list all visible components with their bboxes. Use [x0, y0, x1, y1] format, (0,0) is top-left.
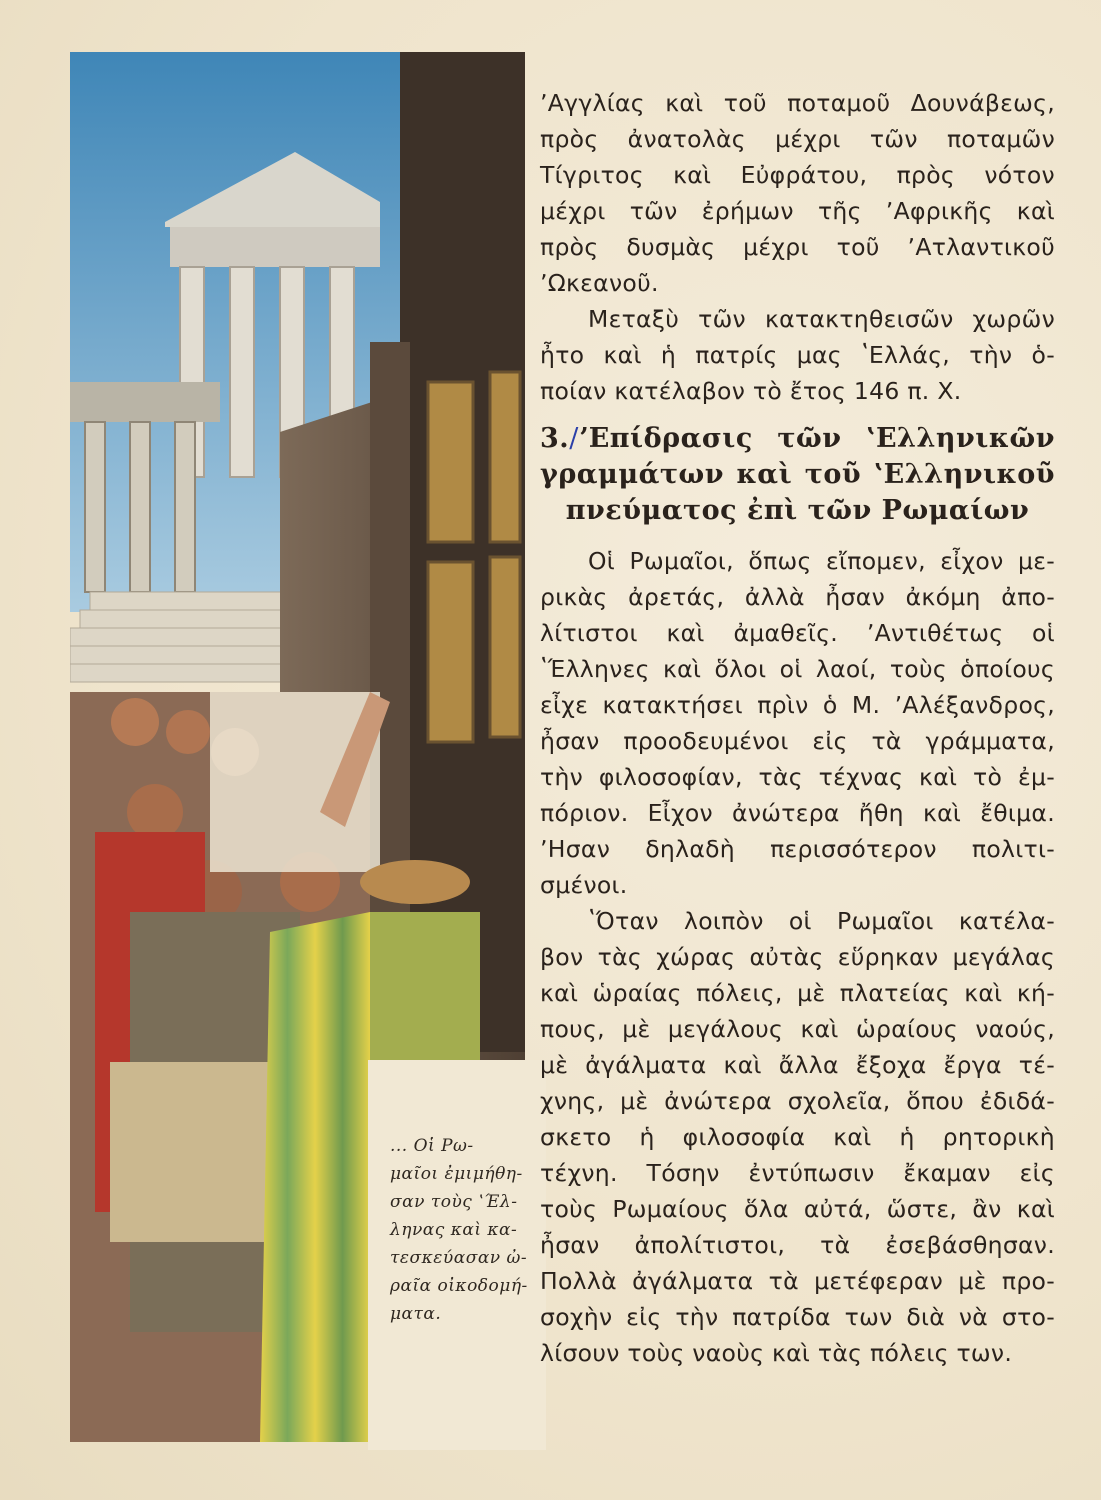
- text-line: Οἱ Ρωμαῖοι, ὅπως εἴπομεν, εἶχον με-: [588, 547, 1055, 575]
- text-line: Τίγριτος καὶ Εὐφράτου, πρὸς νότον: [540, 161, 1055, 189]
- text-line: ἦσαν προοδευμένοι εἰς τὰ γράμματα,: [540, 727, 1055, 755]
- text-line: καὶ ὡραίας πόλεις, μὲ πλατείας καὶ κή-: [540, 979, 1055, 1007]
- greece-paragraph: [540, 301, 1055, 409]
- text-line: πόριον. Εἶχον ἀνώτερα ἤθη καὶ ἔθιμα.: [540, 799, 1055, 827]
- intro-paragraph: [540, 85, 1055, 301]
- pen-annotation-mark: /: [569, 423, 579, 454]
- text-line: σκετο ἡ φιλοσοφία καὶ ἡ ρητορικὴ: [540, 1123, 1055, 1151]
- text-line: ʼΗσαν δηλαδὴ περισσότερον πολιτι-: [540, 835, 1055, 863]
- text-line: πους, μὲ μεγάλους καὶ ὡραίους ναούς,: [540, 1015, 1055, 1043]
- text-line: τοὺς Ρωμαίους ὅλα αὐτά, ὥστε, ἂν καὶ: [540, 1195, 1055, 1223]
- text-line: ἦσαν ἀπολίτιστοι, τὰ ἐσεβάσθησαν.: [540, 1231, 1055, 1259]
- text-line: λίτιστοι καὶ ἀμαθεῖς. ʼΑντιθέτως οἱ: [540, 619, 1055, 647]
- paragraph-1: [540, 543, 1055, 903]
- text-line: χνης, μὲ ἀνώτερα σχολεῖα, ὅπου ἐδιδά-: [540, 1087, 1055, 1115]
- text-line: Μεταξὺ τῶν κατακτηθεισῶν χωρῶν: [588, 305, 1055, 333]
- paragraph-2: [540, 903, 1055, 1371]
- text-line: ρικὰς ἀρετάς, ἀλλὰ ἦσαν ἀκόμη ἀπο-: [540, 583, 1055, 611]
- text-column: [540, 85, 1055, 1371]
- text-line: τὴν φιλοσοφίαν, τὰς τέχνας καὶ τὸ ἐμ-: [540, 763, 1055, 791]
- text-line: πρὸς δυσμὰς μέχρι τοῦ ʼΑτλαντικοῦ: [540, 233, 1055, 261]
- section-number: 3.: [540, 423, 570, 454]
- heading-line: ʼΕπίδρασις τῶν ʽΕλληνικῶν: [578, 423, 1055, 454]
- text-line: ʼΩκεανοῦ.: [540, 269, 659, 297]
- text-line: πρὸς ἀνατολὰς μέχρι τῶν ποταμῶν: [540, 125, 1055, 153]
- text-line: Πολλὰ ἀγάλματα τὰ μετέφεραν μὲ προ-: [540, 1267, 1055, 1295]
- heading-line: γραμμάτων καὶ τοῦ ʽΕλληνικοῦ: [540, 459, 1055, 490]
- text-line: ποίαν κατέλαβον τὸ ἔτος 146 π. Χ.: [540, 377, 962, 405]
- section-heading: [540, 421, 1055, 529]
- text-line: ʽΈλληνες καὶ ὅλοι οἱ λαοί, τοὺς ὁποίους: [540, 655, 1055, 683]
- text-line: εἶχε κατακτήσει πρὶν ὁ Μ. ʼΑλέξανδρος,: [540, 691, 1055, 719]
- illustration-caption: ... Οἱ Ρω- μαῖοι ἐμιμήθη- σαν τοὺς ʽΈλ- ληνας καὶ κα- τεσκεύασαν ὠ- ραῖα οἰκοδομή- ματα.: [390, 1136, 528, 1324]
- text-line: μὲ ἀγάλματα καὶ ἄλλα ἔξοχα ἔργα τέ-: [540, 1051, 1055, 1079]
- text-line: λίσουν τοὺς ναοὺς καὶ τὰς πόλεις των.: [540, 1339, 1013, 1367]
- text-line: βον τὰς χώρας αὐτὰς εὕρηκαν μεγάλας: [540, 943, 1055, 971]
- text-line: σμένοι.: [540, 871, 628, 899]
- text-line: ʼΑγγλίας καὶ τοῦ ποταμοῦ Δουνάβεως,: [540, 89, 1055, 117]
- text-line: τέχνη. Τόσην ἐντύπωσιν ἔκαμαν εἰς: [540, 1159, 1055, 1187]
- text-line: ʽΌταν λοιπὸν οἱ Ρωμαῖοι κατέλα-: [588, 907, 1055, 935]
- heading-line: πνεύματος ἐπὶ τῶν Ρωμαίων: [565, 495, 1030, 526]
- text-line: μέχρι τῶν ἐρήμων τῆς ʼΑφρικῆς καὶ: [540, 197, 1055, 225]
- text-line: ἦτο καὶ ἡ πατρίς μας ʽΕλλάς, τὴν ὁ-: [540, 341, 1055, 369]
- text-line: σοχὴν εἰς τὴν πατρίδα των διὰ νὰ στο-: [540, 1303, 1055, 1331]
